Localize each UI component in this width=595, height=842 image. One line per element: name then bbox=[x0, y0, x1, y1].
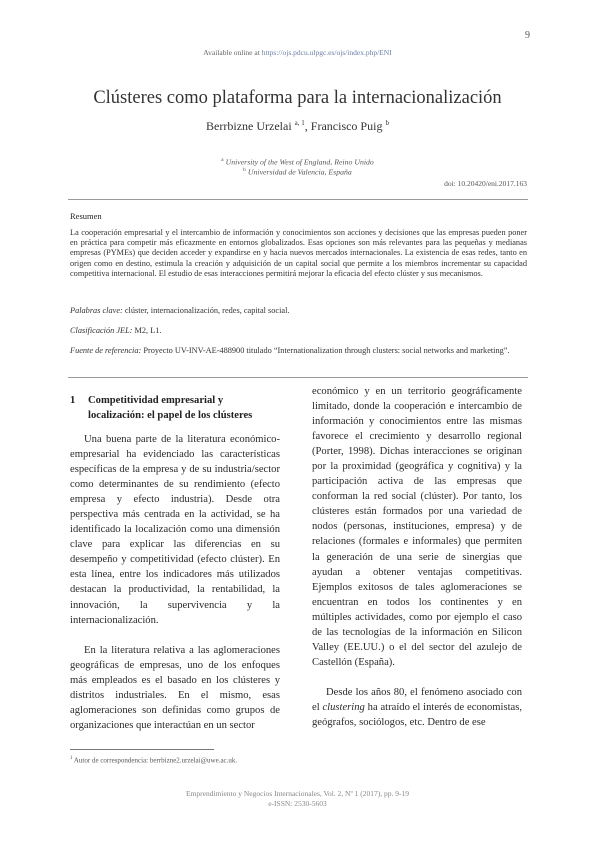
abstract-heading: Resumen bbox=[70, 211, 102, 221]
keywords bbox=[70, 306, 527, 316]
affiliation-marker: b bbox=[243, 167, 246, 173]
journal-footer bbox=[100, 789, 495, 809]
journal-citation: Emprendimiento y Negocios Internacionales, Vol. 2, Nº 1 (2017), pp. 9-19 bbox=[185, 789, 410, 798]
paragraph-text: ha atraído el interés de economistas, geógrafos, sociólogos, etc. Dentro de ese bbox=[312, 701, 523, 728]
affiliation-marker: a bbox=[221, 157, 224, 163]
body-paragraph bbox=[312, 685, 522, 730]
section-title: Competitividad empresarial y localización: el papel de los clústeres bbox=[88, 395, 253, 421]
author-list bbox=[120, 119, 475, 134]
section-heading bbox=[70, 393, 280, 423]
footnote-text: Autor de correspondencia: berrbizne2.urzelai@uwe.ac.uk. bbox=[73, 756, 238, 765]
footnote bbox=[70, 756, 370, 764]
section-number: 1 bbox=[70, 395, 76, 406]
affiliation-text: Universidad de Valencia, España bbox=[247, 167, 352, 177]
left-column bbox=[70, 432, 280, 733]
reference-value: Proyecto UV-INV-AE-488900 titulado “Internationalization through clusters: social networks and marketing”. bbox=[141, 346, 510, 355]
body-paragraph: Una buena parte de la literatura económico-empresarial ha evidenciado las características específicas de la empresa y de su industria/sector como determinantes de su rendimiento (efecto empresa y efecto industria). Desde otra perspectiva más centrada en la actividad, se ha identificado la localización como una dimensión clave para explicar las diferencias en su desempeño y competitividad (efecto clúster). En esta línea, entre los indicadores más utilizados destacan la productividad, la rentabilidad, la innovación, la supervivencia y la internacionalización. bbox=[70, 434, 280, 626]
body-paragraph: En la literatura relativa a las aglomeraciones geográficas de empresas, uno de los enfoques más empleados es el basado en los clústeres y distritos industriales. En el mismo, esas aglomeraciones son definidas como grupos de organizaciones que interactúan en un sector bbox=[70, 644, 280, 731]
keywords-value: clúster, internacionalización, redes, capital social. bbox=[122, 306, 290, 315]
jel-value: M2, L1. bbox=[132, 326, 162, 335]
abstract-text: La cooperación empresarial y el intercambio de información y conocimientos son acciones y decisiones que las empresas pueden poner en práctica para competir más eficazmente en entornos globalizados. Esas opciones son más relevantes para las pequeñas y medianas empresas (PYMEs) que deciden acceder y expandirse en y hacia nuevos mercados internacionales. La existencia de esas redes, tanto en origen como en destino, estimula la creación y adquisición de un capital social que permite a los miembros incrementar su capacidad competitiva internacional. El estudio de esas interacciones permitirá mejorar la eficacia del efecto clúster y sus mecanismos. bbox=[70, 228, 527, 278]
reference-label: Fuente de referencia: bbox=[70, 346, 142, 355]
journal-url-link[interactable]: https://ojs.pdcu.ulpgc.es/ojs/index.php/ENI bbox=[261, 48, 392, 57]
author-affil-marker: a, 1 bbox=[294, 119, 305, 127]
affiliation-text: University of the West of England, Reino Unido bbox=[225, 157, 374, 167]
reference-source bbox=[70, 346, 527, 356]
doi: doi: 10.20420/eni.2017.163 bbox=[444, 179, 527, 188]
paragraph-text: Desde los años 80, el fenómeno asociado con el bbox=[312, 686, 522, 713]
availability-line bbox=[100, 48, 495, 57]
author-name: Berrbizne Urzelai bbox=[206, 119, 292, 133]
paper-title: Clústeres como plataforma para la internacionalización bbox=[93, 88, 502, 108]
paragraph-italic-term: clustering bbox=[322, 701, 365, 713]
author-name: Francisco Puig bbox=[310, 119, 383, 133]
author-separator: , bbox=[304, 119, 311, 133]
keywords-label: Palabras clave: bbox=[70, 306, 123, 315]
jel-classification bbox=[70, 326, 527, 336]
body-paragraph: económico y en un territorio geográficamente limitado, donde la cooperación e intercambio de información y conocimientos entre las mismas favorece el crecimiento y desarrollo regional (Porter, 1998). Dichas interacciones se originan por la proximidad (geográfica y cognitiva) y la participación activa de las empresas que conforman la red social (clúster). Por tanto, los clústeres están formados por una variedad de nodos (personas, instituciones, empresa) y de relaciones (formales e informales) que permiten la generación de una serie de sinergias que ayudan a obtener ventajas competitivas. Ejemplos exitosos de tales aglomeraciones se encuentran en todos los continentes y en múltiples actividades, como por ejemplo el caso de las tecnologías de la información en Silicon Valley (EE.UU.) o el del sector del azulejo de Castellón (España). bbox=[312, 386, 522, 668]
affiliation bbox=[120, 167, 475, 177]
footnote-divider bbox=[70, 749, 214, 750]
author-affil-marker: b bbox=[385, 119, 389, 127]
page-number: 9 bbox=[525, 30, 530, 41]
footnote-marker: 1 bbox=[70, 756, 73, 761]
top-divider bbox=[68, 199, 528, 200]
jel-label: Clasificación JEL: bbox=[70, 326, 133, 335]
right-column bbox=[312, 384, 522, 730]
affiliation bbox=[120, 157, 475, 167]
abstract-bottom-divider bbox=[68, 377, 528, 378]
availability-prefix: Available online at bbox=[203, 48, 262, 57]
journal-issn: e-ISSN: 2530-5603 bbox=[268, 799, 327, 808]
